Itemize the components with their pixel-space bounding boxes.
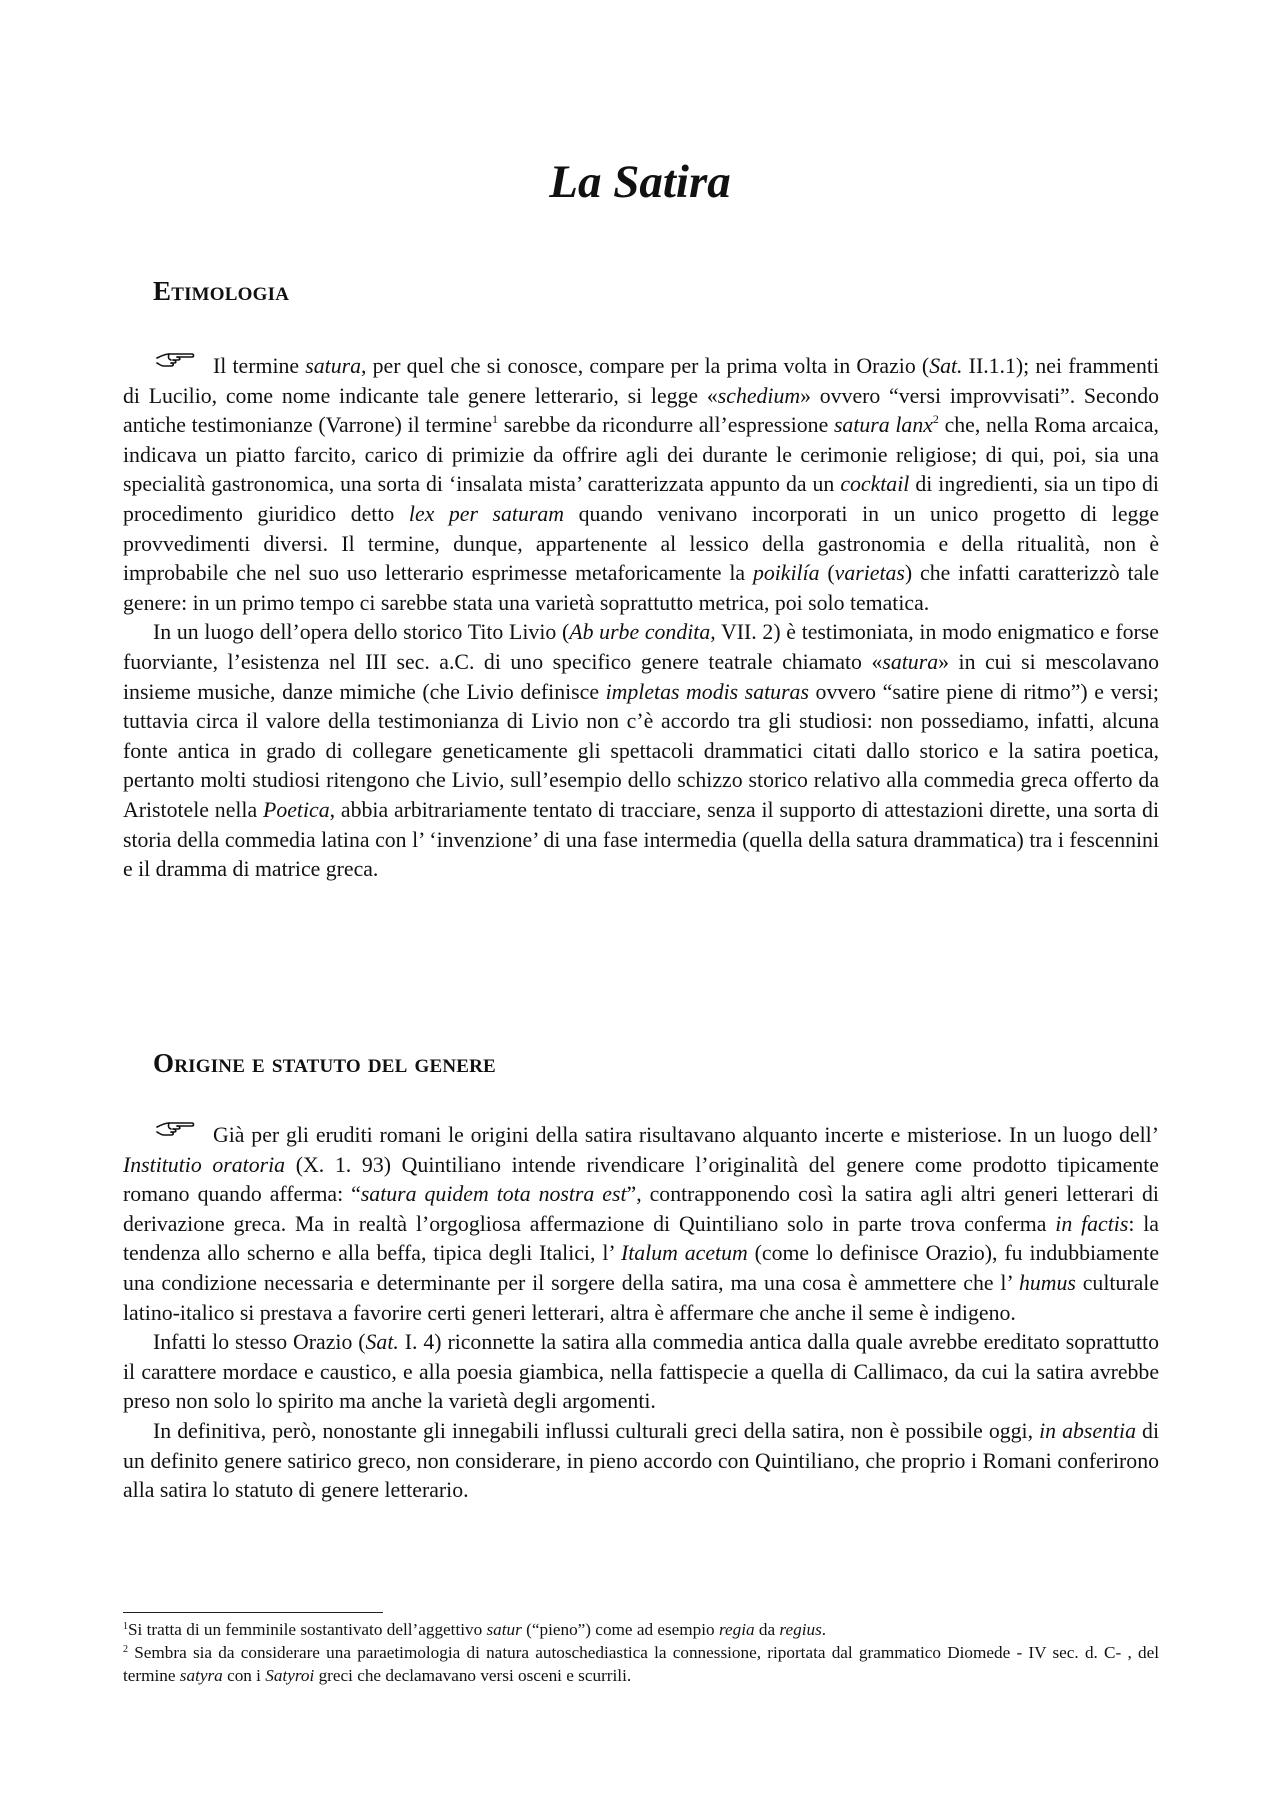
- italic-term: satura lanx: [833, 413, 933, 438]
- italic-term: Italum acetum: [620, 1241, 748, 1266]
- italic-term: satur: [486, 1620, 522, 1639]
- text-run: che, nella Roma arcaica, indicava un piatto farcito, carico di primizie da offrire agli dei durante le cerimonie religiose; di qui, poi, sia una specialità gastronomica, una sorta di ‘insalata mista’ caratterizzata appunto da un: [123, 413, 1159, 497]
- italic-term: satura quidem tota nostra est: [360, 1182, 627, 1207]
- italic-term: cocktail: [840, 472, 910, 497]
- text-run: sarebbe da ricondurre all’espressione: [498, 413, 834, 438]
- paragraph: [123, 349, 1159, 618]
- text-run: » in cui si mescolavano insieme musiche, danze mimiche (che Livio definisce: [123, 649, 1159, 704]
- italic-term: satyra: [179, 1666, 223, 1685]
- text-run: Il termine: [213, 354, 306, 378]
- text-run: In definitiva, però, nonostante gli innegabili influssi culturali greci della satira, non è possibile oggi,: [153, 1418, 1040, 1443]
- italic-term: satura: [305, 354, 361, 378]
- text-run: (come lo definisce Orazio), fu indubbiamente una condizione necessaria e determinante per il sorgere della satira, ma una cosa è ammettere che l’: [123, 1241, 1159, 1295]
- italic-term: varietas: [834, 561, 905, 586]
- text-run: : la tendenza allo scherno e alla beffa, tipica degli Italici, l’: [123, 1211, 1159, 1266]
- italic-term: Satyroi: [265, 1666, 315, 1685]
- italic-term: in factis: [1055, 1211, 1129, 1236]
- italic-term: satura: [882, 649, 939, 674]
- section-heading-origine: Origine e statuto del genere: [153, 1048, 496, 1078]
- pointing-hand-icon: [155, 349, 213, 371]
- text-run: di un definito genere satirico greco, non considerare, in pieno accordo con Quintiliano, che proprio i Romani conferirono alla satira lo statuto di genere letterario.: [123, 1418, 1160, 1503]
- italic-term: schedium: [717, 383, 801, 408]
- text-run: In un luogo dell’opera dello storico Tito Livio (: [153, 620, 570, 645]
- text-run: I. 4) riconnette la satira alla commedia antica dalla quale avrebbe ereditato soprattutto il carattere mordace e caustico, e alla poesia giambica, nella fattispecie a quella di Callimaco, da cui la satira avrebbe preso non solo lo spirito ma anche la varietà degli argomenti.: [123, 1330, 1159, 1414]
- text-run: ”, contrapponendo così la satira agli altri generi letterari di derivazione greca. Ma in realtà l’orgogliosa affermazione di Quintiliano solo in parte trova conferma: [123, 1182, 1159, 1236]
- text-run: di ingredienti, sia un tipo di procedimento giuridico detto: [123, 472, 1159, 526]
- text-run: Infatti lo stesso Orazio (: [153, 1330, 366, 1355]
- text-run: , per quel che si conosce, compare per la prima volta in Orazio (: [360, 354, 930, 378]
- paragraph: [123, 1328, 1159, 1417]
- italic-term: regia: [718, 1620, 755, 1639]
- footnotes: [123, 1618, 1159, 1687]
- footnote: [123, 1641, 1159, 1687]
- text-run: con i: [222, 1666, 266, 1685]
- italic-term: Sat.: [365, 1330, 399, 1355]
- italic-term: impletas modis saturas: [605, 679, 809, 704]
- text-run: II.1.1); nei frammenti di Lucilio, come nome indicante tale genere letterario, si legge «: [123, 354, 1159, 408]
- italic-term: lex per saturam: [408, 501, 565, 526]
- pointing-hand-icon: [155, 1118, 213, 1140]
- italic-term: Poetica: [263, 797, 330, 822]
- text-run: .: [821, 1620, 827, 1639]
- section-etimologia: [123, 349, 1159, 885]
- page-title: La Satira: [549, 156, 731, 208]
- italic-term: Ab urbe condita: [569, 620, 711, 645]
- text-run: greci che declamavano versi osceni e scurrili.: [314, 1666, 632, 1685]
- text-run: » ovvero “versi improvvisati”. Secondo antiche testimonianze (Varrone) il termine: [123, 383, 1159, 438]
- text-run: ovvero “satire piene di ritmo”) e versi; tuttavia circa il valore della testimonianza di Livio non c’è accordo tra gli studiosi: non possediamo, infatti, alcuna fonte antica in grado di collegare geneticamente gli spettacoli drammatici citati dallo storico e la satira poetica, pertanto molti studiosi ritengono che Livio, sull’esempio dello schizzo storico relativo alla commedia greca offerto da Aristotele nella: [123, 679, 1159, 822]
- footnote-ref: 1: [492, 412, 498, 427]
- text-run: Sembra sia da considerare una paraetimologia di natura autoschediastica la connessione, riportata dal grammatico Diomede - IV sec. d. C- , del termine: [123, 1643, 1159, 1685]
- italic-term: poikilía: [752, 561, 820, 586]
- italic-term: Sat.: [929, 354, 963, 378]
- text-run: (X. 1. 93) Quintiliano intende rivendicare l’originalità del genere come prodotto tipicamente romano quando afferma: “: [123, 1152, 1159, 1207]
- italic-term: humus: [1018, 1270, 1076, 1295]
- footnote-number: 2: [123, 1644, 128, 1655]
- text-run: quando venivano incorporati in un unico progetto di legge provvedimenti diversi. Il termine, dunque, appartenente al lessico della gastronomia e della ritualità, non è improbabile che nel suo uso letterario esprimesse metaforicamente la: [123, 501, 1159, 586]
- paragraph: [123, 618, 1159, 884]
- footnote-ref: 2: [932, 412, 939, 427]
- footnote-number: 1: [123, 1621, 128, 1632]
- text-run: da: [754, 1620, 780, 1639]
- text-run: Già per gli eruditi romani le origini della satira risultavano alquanto incerte e misteriose. In un luogo dell’: [213, 1123, 1159, 1147]
- section-origine: [123, 1118, 1159, 1506]
- italic-term: regius: [779, 1620, 822, 1639]
- text-run: culturale latino-italico si prestava a favorire certi generi letterari, altra è affermare che anche il seme è indigeno.: [123, 1270, 1159, 1325]
- text-run: , VII. 2) è testimoniata, in modo enigmatico e forse fuorviante, l’esistenza nel III sec. a.C. di uno specifico genere teatrale chiamato «: [123, 620, 1159, 674]
- italic-term: Institutio oratoria: [123, 1152, 286, 1177]
- paragraph: [123, 1417, 1159, 1506]
- text-run: (“pieno”) come ad esempio: [521, 1620, 719, 1639]
- footnote-separator: [123, 1612, 383, 1613]
- section-heading-etimologia: Etimologia: [153, 276, 290, 306]
- text-run: (: [819, 561, 835, 586]
- text-run: , abbia arbitrariamente tentato di tracciare, senza il supporto di attestazioni dirette, una sorta di storia della commedia latina con l’ ‘invenzione’ di una fase intermedia (quella della satura drammatica) tra i fescennini e il dramma di matrice greca.: [123, 797, 1159, 882]
- text-run: ) che infatti caratterizzò tale genere: in un primo tempo ci sarebbe stata una varietà soprattutto metrica, poi solo tematica.: [123, 561, 1159, 615]
- text-run: Si tratta di un femminile sostantivato dell’aggettivo: [128, 1620, 487, 1639]
- footnote: [123, 1618, 1159, 1641]
- paragraph: [123, 1118, 1159, 1328]
- italic-term: in absentia: [1039, 1418, 1136, 1443]
